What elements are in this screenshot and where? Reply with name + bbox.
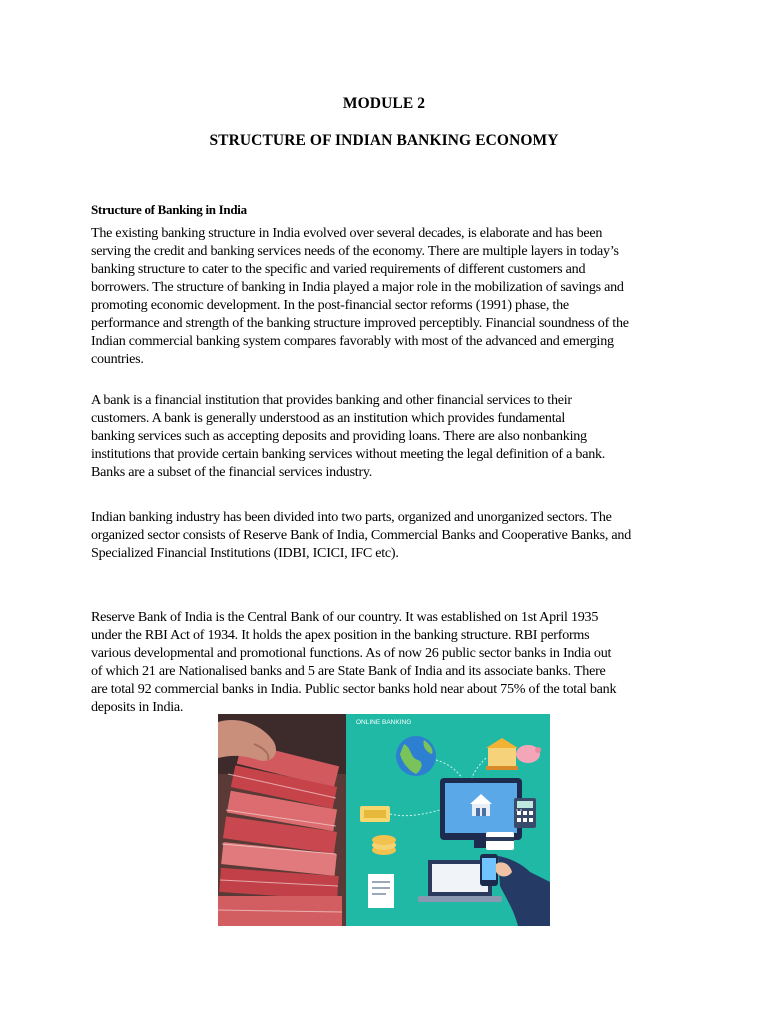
text-line: Reserve Bank of India is the Central Bank of our country. It was established on 1st April 1935 xyxy=(91,609,599,625)
text-line: various developmental and promotional functions. As of now 26 public sector banks in India out xyxy=(91,645,612,661)
module-title: MODULE 2 xyxy=(342,95,426,112)
text-line: performance and strength of the banking structure improved perceptibly. Financial soundness of the xyxy=(91,315,629,331)
banknotes-photo xyxy=(218,714,346,926)
text-line: Specialized Financial Institutions (IDBI, ICICI, IFC etc). xyxy=(91,545,399,561)
credit-card-icon xyxy=(486,832,514,850)
text-line: customers. A bank is generally understood as an institution which provides fundamental xyxy=(91,410,566,426)
text-line: The existing banking structure in India evolved over several decades, is elaborate and has been xyxy=(91,225,603,241)
text-line: banking structure to cater to the specific and varied requirements of different customers and xyxy=(91,261,586,277)
text-line: Indian banking industry has been divided into two parts, organized and unorganized sectors. The xyxy=(91,509,612,525)
main-title: STRUCTURE OF INDIAN BANKING ECONOMY xyxy=(209,132,559,149)
text-line: serving the credit and banking services needs of the economy. There are multiple layers in today’s xyxy=(91,243,619,259)
coins-icon xyxy=(372,835,396,855)
paragraph-1 xyxy=(91,224,687,368)
text-line: institutions that provide certain banking services without meeting the legal definition of a bank. xyxy=(91,446,606,462)
figure-label: ONLINE BANKING xyxy=(356,719,412,726)
globe-icon xyxy=(396,736,436,776)
text-line: of which 21 are Nationalised banks and 5 are State Bank of India and its associate banks. There xyxy=(91,663,606,679)
banking-figure xyxy=(218,714,550,926)
banknote-stack-icon xyxy=(218,742,342,926)
text-line: deposits in India. xyxy=(91,699,184,715)
text-line: borrowers. The structure of banking in India played a major role in the mobilization of savings and xyxy=(91,279,624,295)
smartphone-icon xyxy=(480,854,498,886)
money-icon xyxy=(360,806,390,822)
paragraph-2 xyxy=(91,391,687,481)
text-line: organized sector consists of Reserve Bank of India, Commercial Banks and Cooperative Banks, and xyxy=(91,527,631,543)
paragraph-4 xyxy=(91,608,687,716)
text-line: Banks are a subset of the financial services industry. xyxy=(91,464,373,480)
text-line: Indian commercial banking system compares favorably with most of the advanced and emerging xyxy=(91,333,614,349)
text-line: countries. xyxy=(91,351,144,367)
calculator-icon xyxy=(514,798,536,828)
section-heading: Structure of Banking in India xyxy=(91,202,247,217)
text-line: promoting economic development. In the post-financial sector reforms (1991) phase, the xyxy=(91,297,569,313)
document-icon xyxy=(368,874,394,908)
online-banking-infographic xyxy=(346,714,550,926)
paragraph-3 xyxy=(91,508,687,562)
text-line: banking services such as accepting deposits and providing loans. There are also nonbanking xyxy=(91,428,587,444)
text-line: are total 92 commercial banks in India. Public sector banks hold near about 75% of the total bank xyxy=(91,681,617,697)
text-line: under the RBI Act of 1934. It holds the apex position in the banking structure. RBI performs xyxy=(91,627,590,643)
text-line: A bank is a financial institution that provides banking and other financial services to their xyxy=(91,392,572,408)
